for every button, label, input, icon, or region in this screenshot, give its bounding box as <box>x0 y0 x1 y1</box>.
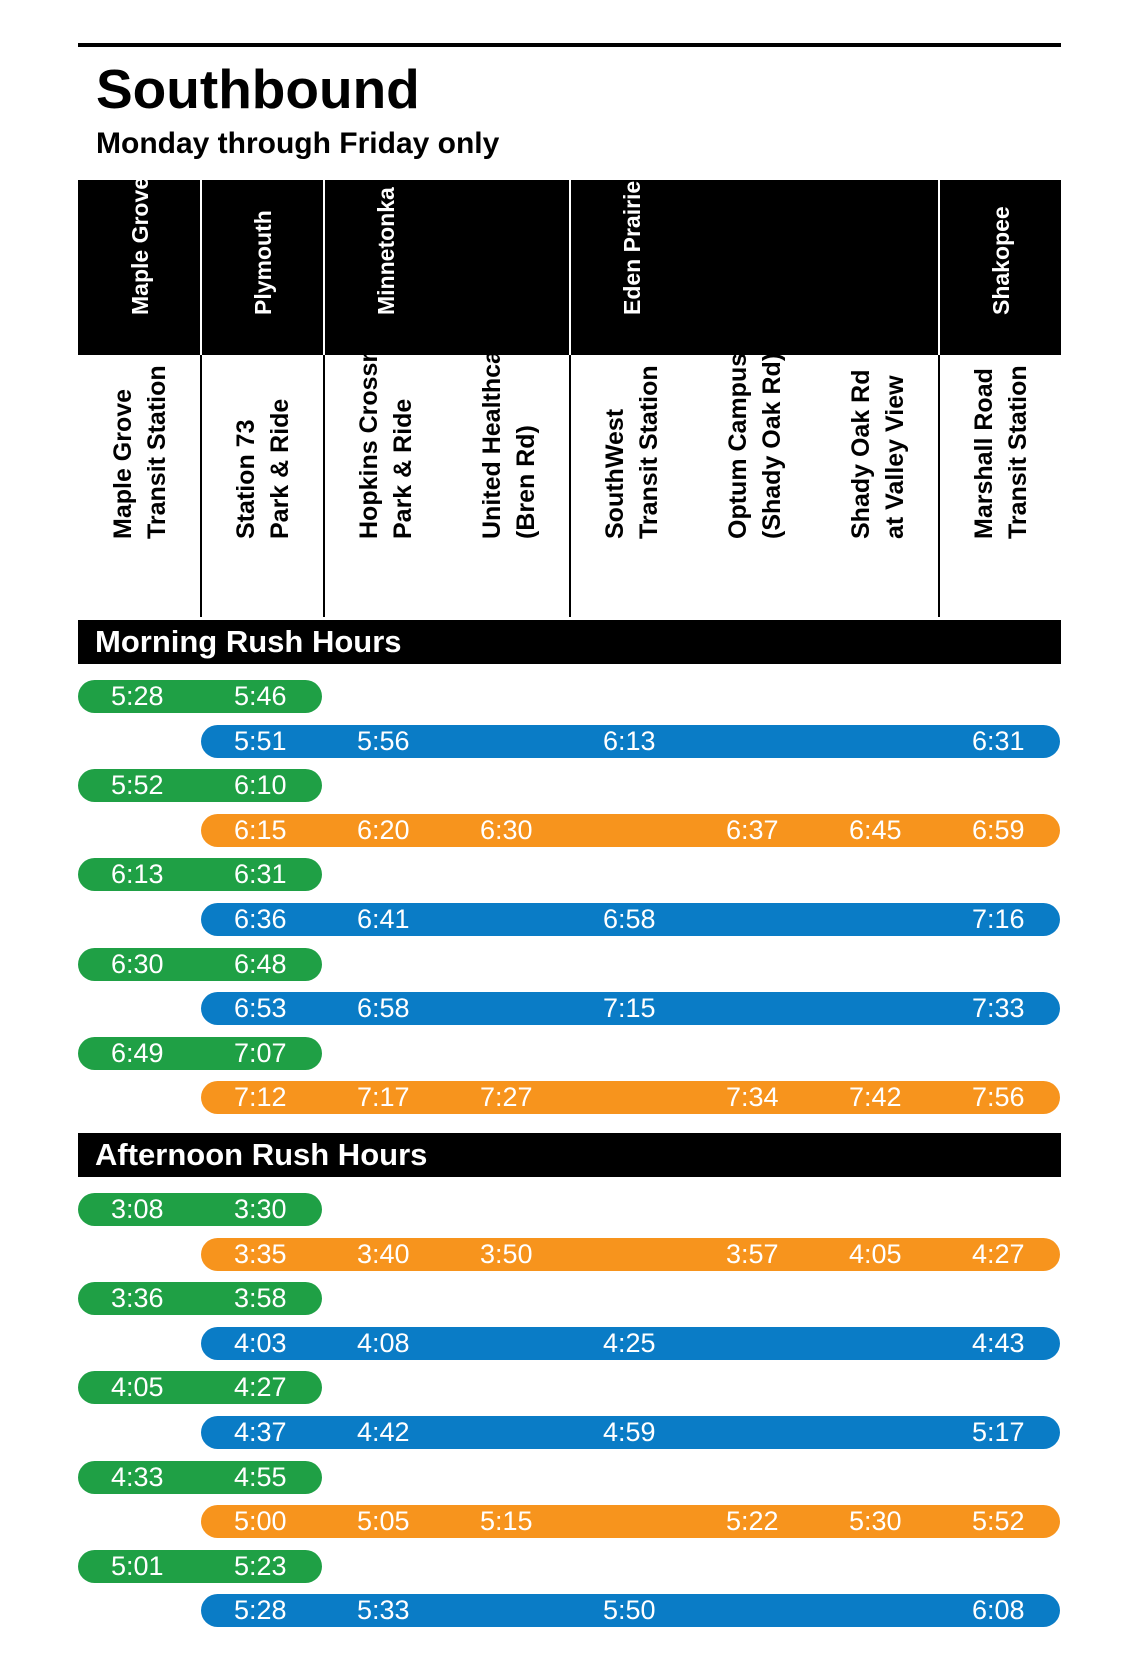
departure-time: 4:37 <box>234 1417 287 1447</box>
city-header-eden-prairie <box>576 180 687 355</box>
stop-label: Station 73 Park & Ride <box>231 398 294 539</box>
city-label: Shakopee <box>987 206 1014 315</box>
departure-time: 4:33 <box>111 1461 164 1492</box>
departure-time: 5:33 <box>357 1595 410 1626</box>
stop-header-hopkins-crossroad <box>328 308 443 617</box>
departure-time: 3:40 <box>357 1238 410 1269</box>
departure-time: 6:41 <box>357 904 410 934</box>
departure-time: 6:48 <box>234 948 287 979</box>
departure-time: 4:55 <box>234 1461 287 1492</box>
departure-time: 6:37 <box>726 814 779 845</box>
departure-time: 4:08 <box>357 1327 410 1358</box>
departure-time: 6:49 <box>111 1037 164 1068</box>
stop-label: Maple Grove Transit Station <box>108 365 171 539</box>
city-label: Eden Prairie <box>618 180 645 315</box>
departure-time: 5:01 <box>111 1550 164 1581</box>
departure-time: 5:56 <box>357 725 410 756</box>
departure-time: 7:17 <box>357 1082 410 1113</box>
departure-time: 6:15 <box>234 814 287 845</box>
stop-label: Marshall Road Transit Station <box>969 365 1032 539</box>
departure-time: 6:58 <box>357 993 410 1024</box>
trip-row-orange <box>201 814 1060 847</box>
departure-time: 5:50 <box>603 1595 656 1626</box>
departure-time: 7:27 <box>480 1082 533 1113</box>
stop-label: United Healthcare (Bren Rd) <box>477 326 540 539</box>
departure-time: 5:52 <box>111 770 164 801</box>
departure-time: 6:20 <box>357 814 410 845</box>
departure-time: 6:13 <box>111 859 164 890</box>
departure-time: 6:45 <box>849 814 902 845</box>
departure-time: 7:15 <box>603 993 656 1024</box>
city-label: Maple Grove <box>126 176 153 315</box>
departure-time: 7:34 <box>726 1082 779 1113</box>
departure-time: 6:58 <box>603 904 656 934</box>
stop-header-shady-oak-valley-view <box>820 355 935 617</box>
departure-time: 5:22 <box>726 1506 779 1537</box>
departure-time: 7:12 <box>234 1082 287 1113</box>
city-label: Plymouth <box>249 210 276 315</box>
departure-time: 6:31 <box>234 859 287 890</box>
stop-header-station-73 <box>205 355 320 617</box>
page-title: Southbound <box>96 58 420 120</box>
city-header-plymouth <box>207 180 318 355</box>
city-divider <box>938 180 940 355</box>
departure-time: 6:30 <box>480 814 533 845</box>
top-rule <box>78 43 1061 47</box>
city-label: Minnetonka <box>372 187 399 315</box>
departure-time: 4:27 <box>234 1372 287 1403</box>
trip-row-orange <box>201 1238 1060 1271</box>
departure-time: 4:05 <box>849 1238 902 1269</box>
stop-label: SouthWest Transit Station <box>600 365 663 539</box>
stop-divider <box>938 355 940 617</box>
departure-time: 4:59 <box>603 1417 656 1447</box>
trip-row-orange <box>201 1505 1060 1538</box>
departure-time: 5:23 <box>234 1550 287 1581</box>
departure-time: 3:30 <box>234 1194 287 1224</box>
departure-time: 5:05 <box>357 1506 410 1537</box>
departure-time: 6:53 <box>234 993 287 1024</box>
stop-header-optum-campus <box>697 352 812 617</box>
departure-time: 6:36 <box>234 904 287 934</box>
departure-time: 6:08 <box>972 1595 1025 1626</box>
stop-header-marshall-road-transit-station <box>943 355 1058 617</box>
city-divider <box>200 180 202 355</box>
departure-time: 5:46 <box>234 681 287 711</box>
departure-time: 4:05 <box>111 1372 164 1403</box>
departure-time: 3:35 <box>234 1238 287 1269</box>
stop-label: Optum Campus (Shady Oak Rd) <box>723 352 786 539</box>
page-subtitle: Monday through Friday only <box>96 127 500 160</box>
departure-time: 6:30 <box>111 948 164 979</box>
section-header: Afternoon Rush Hours <box>78 1133 1061 1177</box>
stop-label: Shady Oak Rd at Valley View <box>846 369 909 539</box>
stop-divider <box>323 355 325 617</box>
departure-time: 5:28 <box>234 1595 287 1626</box>
departure-time: 5:30 <box>849 1506 902 1537</box>
stop-header-southwest-transit-station <box>574 355 689 617</box>
departure-time: 4:03 <box>234 1327 287 1358</box>
city-header-maple-grove <box>84 176 195 355</box>
stop-header-united-healthcare <box>451 326 566 617</box>
departure-time: 5:15 <box>480 1506 533 1537</box>
departure-time: 6:13 <box>603 725 656 756</box>
departure-time: 3:50 <box>480 1238 533 1269</box>
departure-time: 3:58 <box>234 1283 287 1314</box>
departure-time: 6:59 <box>972 814 1025 845</box>
trip-row-orange <box>201 1081 1060 1114</box>
departure-time: 5:28 <box>111 681 164 711</box>
departure-time: 7:56 <box>972 1082 1025 1113</box>
departure-time: 7:16 <box>972 904 1025 934</box>
departure-time: 5:51 <box>234 725 287 756</box>
city-divider <box>323 180 325 355</box>
stop-label: Hopkins Crossroad Park & Ride <box>354 308 417 539</box>
departure-time: 5:17 <box>972 1417 1025 1447</box>
city-header-shakopee <box>945 180 1056 355</box>
stop-header-maple-grove-transit-station <box>82 355 197 617</box>
departure-time: 4:27 <box>972 1238 1025 1269</box>
departure-time: 4:43 <box>972 1327 1025 1358</box>
stop-divider <box>200 355 202 617</box>
departure-time: 3:08 <box>111 1194 164 1224</box>
departure-time: 3:57 <box>726 1238 779 1269</box>
departure-time: 6:10 <box>234 770 287 801</box>
departure-time: 3:36 <box>111 1283 164 1314</box>
departure-time: 5:52 <box>972 1506 1025 1537</box>
departure-time: 5:00 <box>234 1506 287 1537</box>
departure-time: 6:31 <box>972 725 1025 756</box>
departure-time: 4:25 <box>603 1327 656 1358</box>
departure-time: 7:42 <box>849 1082 902 1113</box>
stop-divider <box>569 355 571 617</box>
departure-time: 7:33 <box>972 993 1025 1024</box>
city-divider <box>569 180 571 355</box>
section-header: Morning Rush Hours <box>78 620 1061 664</box>
departure-time: 4:42 <box>357 1417 410 1447</box>
departure-time: 7:07 <box>234 1037 287 1068</box>
